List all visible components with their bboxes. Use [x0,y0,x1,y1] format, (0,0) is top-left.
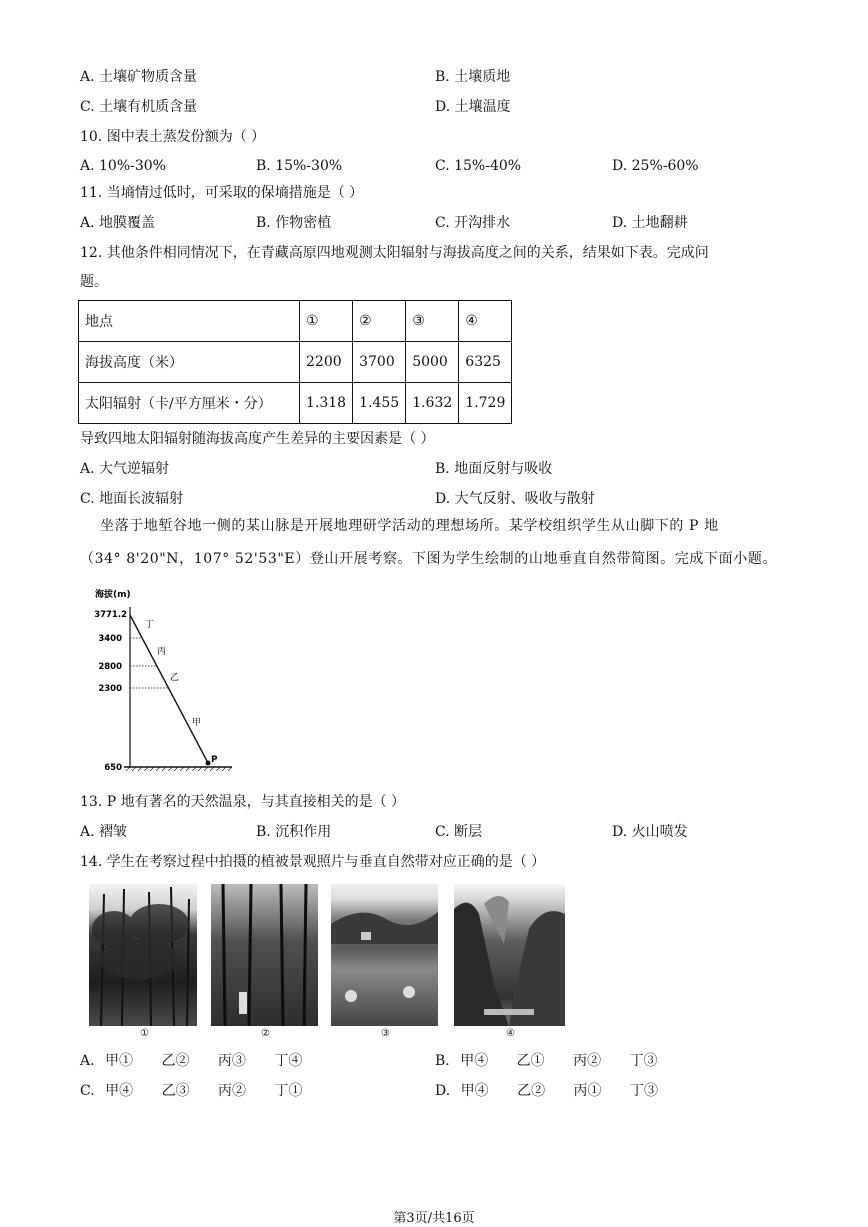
q12-question: 导致四地太阳辐射随海拔高度产生差异的主要因素是（ ） [80,431,435,447]
option-item: 丁① [274,1083,303,1099]
q9-option-b: B. 土壤质地 [435,69,511,85]
option-item: 甲① [105,1053,134,1069]
option-item: 乙① [516,1053,545,1069]
option-item: 乙② [517,1083,546,1099]
table-cell: ③ [406,301,459,342]
q14-option-a [80,1052,302,1070]
tick-label: 2800 [98,662,122,672]
q11-option-d: D. 土地翻耕 [612,215,688,231]
photo-caption: ③ [381,1028,390,1039]
table-row [79,301,512,342]
q13-option-b: B. 沉积作用 [256,824,332,840]
passage-line1: 坐落于地堑谷地一侧的某山脉是开展地理研学活动的理想场所。某学校组织学生从山脚下的 P 地 [100,518,719,534]
q13-option-c: C. 断层 [435,824,483,840]
slope-line [130,615,208,763]
table-cell: 1.455 [353,383,406,424]
q9-option-d: D. 土壤温度 [435,99,511,115]
table-cell: 1.632 [406,383,459,424]
q10-option-d: D. 25%-60% [612,158,699,174]
q9-option-a: A. 土壤矿物质含量 [80,69,198,85]
q10-option-b: B. 15%-30% [256,158,343,174]
option-label: C. [80,1083,95,1099]
table-cell: 2200 [300,342,353,383]
option-item: 甲④ [105,1083,134,1099]
option-item: 甲④ [460,1053,489,1069]
q11-option-a: A. 地膜覆盖 [80,215,156,231]
zone-label-ding: 丁 [145,620,155,630]
option-item: 丙① [573,1083,602,1099]
vertical-zone-diagram [90,585,250,775]
table-cell: 太阳辐射（卡/平方厘米・分） [79,383,300,424]
q12-stem-line2: 题。 [80,274,108,290]
q11-option-c: C. 开沟排水 [435,215,511,231]
q13-stem: 13. P 地有著名的天然温泉，与其直接相关的是（ ） [80,794,406,810]
tick-label: 3400 [98,634,122,644]
page-footer: 第3页/共16页 [393,1211,475,1226]
option-item: 乙② [161,1053,190,1069]
q12-option-a: A. 大气逆辐射 [80,461,170,477]
q10-stem: 10. 图中表土蒸发份额为（ ） [80,129,266,145]
q11-option-b: B. 作物密植 [256,215,332,231]
axis-title: 海拔(m) [95,590,131,600]
table-cell: 3700 [353,342,406,383]
table-cell: 1.318 [300,383,353,424]
q14-option-d [435,1082,658,1100]
photo-meadow-3 [331,884,438,1026]
table-cell: 地点 [79,301,300,342]
option-label: D. [435,1083,451,1099]
point-p-label: P [211,755,218,765]
option-item: 甲④ [460,1083,489,1099]
option-item: 丙② [573,1053,602,1069]
radiation-table [78,300,512,424]
passage-line2: （34° 8'20"N，107° 52'53"E）登山开展考察。下图为学生绘制的山地垂直自然带简图。完成下面小题。 [80,551,778,567]
table-cell: 6325 [459,342,512,383]
table-cell: ④ [459,301,512,342]
tick-label: 2300 [98,684,122,694]
q12-option-b: B. 地面反射与吸收 [435,461,553,477]
table-cell: 5000 [406,342,459,383]
table-cell: 1.729 [459,383,512,424]
q9-option-c: C. 土壤有机质含量 [80,99,198,115]
table-cell: ② [353,301,406,342]
q10-option-c: C. 15%-40% [435,158,522,174]
zone-label-bing: 丙 [157,647,167,657]
table-row [79,342,512,383]
tick-label: 3771.2 [94,610,127,620]
photo-forest-1 [89,884,197,1026]
option-item: 丁③ [630,1083,658,1099]
photo-caption: ④ [506,1028,515,1039]
option-label: A. [80,1053,95,1069]
q12-stem-line1: 12. 其他条件相同情况下，在青藏高原四地观测太阳辐射与海拔高度之间的关系，结果如下表。完成问 [80,245,709,261]
point-p-marker [206,761,211,766]
option-item: 丁③ [629,1053,658,1069]
photo-valley-4 [454,884,565,1026]
q12-option-d: D. 大气反射、吸收与散射 [435,491,595,507]
q14-stem: 14. 学生在考察过程中拍摄的植被景观照片与垂直自然带对应正确的是（ ） [80,854,546,870]
table-cell: 海拔高度（米） [79,342,300,383]
q13-option-a: A. 褶皱 [80,824,128,840]
q13-option-d: D. 火山喷发 [612,824,688,840]
q11-stem: 11. 当墒情过低时，可采取的保墒措施是（ ） [80,185,364,201]
q14-option-b [435,1052,658,1070]
option-item: 丁④ [274,1053,303,1069]
q14-option-c [80,1082,302,1100]
zone-label-yi: 乙 [170,673,180,683]
photo-caption: ② [261,1028,270,1039]
option-item: 乙③ [161,1083,190,1099]
q10-option-a: A. 10%-30% [80,158,166,174]
zone-label-jia: 甲 [192,718,202,728]
photo-forest-2 [211,884,318,1026]
option-item: 丙② [218,1083,247,1099]
option-label: B. [435,1053,450,1069]
table-cell: ① [300,301,353,342]
table-row [79,383,512,424]
q12-option-c: C. 地面长波辐射 [80,491,184,507]
photo-caption: ① [140,1028,149,1039]
tick-label: 650 [104,763,122,773]
option-item: 丙③ [217,1053,246,1069]
